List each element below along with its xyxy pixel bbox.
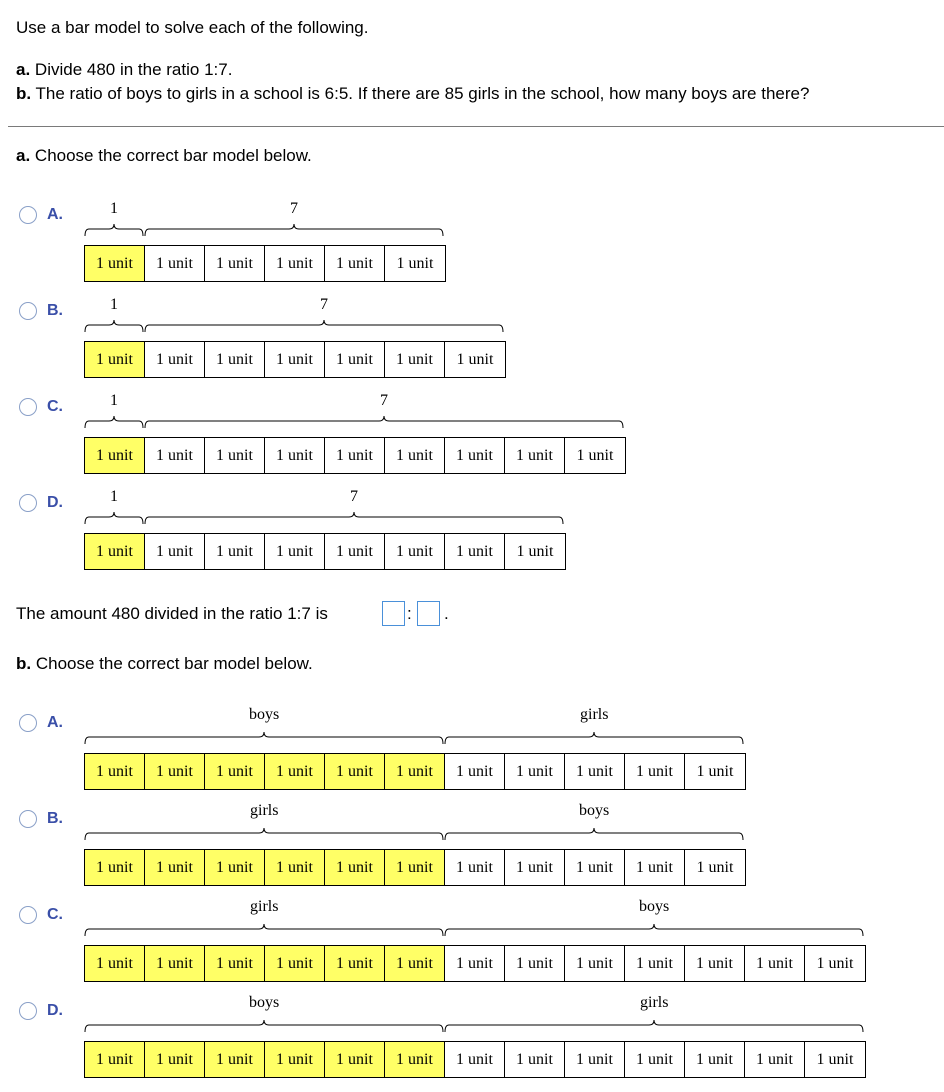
unit-cell: 1 unit [145, 342, 205, 377]
unit-cell: 1 unit [85, 1042, 145, 1077]
unit-cell: 1 unit [565, 754, 625, 789]
unit-cell: 1 unit [325, 438, 385, 473]
brace-group [0, 727, 944, 757]
left-brace-label: 1 [110, 488, 118, 505]
right-brace [445, 732, 743, 744]
instruction-text: Use a bar model to solve each of the following. [16, 18, 369, 37]
unit-cell: 1 unit [445, 850, 505, 885]
unit-cell: 1 unit [325, 850, 385, 885]
unit-cell: 1 unit [445, 342, 505, 377]
option-letter[interactable]: A. [47, 206, 63, 223]
bar-model [84, 1041, 866, 1078]
unit-cell: 1 unit [505, 946, 565, 981]
unit-cell: 1 unit [85, 754, 145, 789]
unit-cell: 1 unit [85, 342, 145, 377]
part-b-prompt-letter: b. [16, 654, 32, 673]
part-a-prompt [16, 146, 312, 166]
right-brace-label: 7 [320, 296, 328, 313]
right-brace-label: boys [579, 802, 610, 819]
bar-model [84, 245, 446, 282]
left-brace-label: 1 [110, 392, 118, 409]
part-b-prompt-text: Choose the correct bar model below. [31, 654, 313, 673]
brace-group [0, 507, 944, 537]
question-b-text: The ratio of boys to girls in a school is 6:5. If there are 85 girls in the school, how many boys are there? [31, 84, 810, 103]
unit-cell: 1 unit [265, 342, 325, 377]
left-brace-label: 1 [110, 200, 118, 217]
unit-cell: 1 unit [625, 850, 685, 885]
unit-cell: 1 unit [205, 342, 265, 377]
unit-cell: 1 unit [625, 946, 685, 981]
unit-cell: 1 unit [265, 246, 325, 281]
left-brace [85, 924, 443, 936]
question-a [16, 60, 232, 80]
brace-group [0, 919, 944, 949]
left-brace-label: 1 [110, 296, 118, 313]
bar-model [84, 437, 626, 474]
part-a-prompt-letter: a. [16, 146, 31, 165]
unit-cell: 1 unit [385, 246, 445, 281]
brace-group [0, 823, 944, 853]
unit-cell: 1 unit [145, 1042, 205, 1077]
right-brace [445, 1020, 863, 1032]
unit-cell: 1 unit [265, 1042, 325, 1077]
option-letter[interactable]: C. [47, 906, 63, 923]
unit-cell: 1 unit [265, 438, 325, 473]
unit-cell: 1 unit [445, 534, 505, 569]
answer-sentence: The amount 480 divided in the ratio 1:7 is [16, 604, 328, 623]
unit-cell: 1 unit [385, 754, 445, 789]
unit-cell: 1 unit [745, 946, 805, 981]
unit-cell: 1 unit [505, 534, 565, 569]
option-letter[interactable]: D. [47, 1002, 63, 1019]
unit-cell: 1 unit [625, 1042, 685, 1077]
unit-cell: 1 unit [205, 438, 265, 473]
bar-model [84, 849, 746, 886]
unit-cell: 1 unit [385, 342, 445, 377]
unit-cell: 1 unit [505, 850, 565, 885]
left-brace [85, 1020, 443, 1032]
option-letter[interactable]: B. [47, 810, 63, 827]
unit-cell: 1 unit [85, 246, 145, 281]
unit-cell: 1 unit [205, 754, 265, 789]
unit-cell: 1 unit [685, 946, 745, 981]
unit-cell: 1 unit [745, 1042, 805, 1077]
unit-cell: 1 unit [385, 946, 445, 981]
unit-cell: 1 unit [445, 754, 505, 789]
unit-cell: 1 unit [145, 754, 205, 789]
divider [8, 126, 944, 127]
unit-cell: 1 unit [205, 850, 265, 885]
left-brace [85, 732, 443, 744]
option-letter[interactable]: D. [47, 494, 63, 511]
right-brace-label: 7 [380, 392, 388, 409]
left-brace [85, 224, 143, 236]
unit-cell: 1 unit [385, 1042, 445, 1077]
left-brace [85, 320, 143, 332]
bar-model [84, 341, 506, 378]
left-brace-label: girls [250, 898, 279, 915]
unit-cell: 1 unit [325, 246, 385, 281]
left-brace-label: boys [249, 706, 280, 723]
unit-cell: 1 unit [505, 1042, 565, 1077]
right-brace [145, 224, 443, 236]
unit-cell: 1 unit [205, 946, 265, 981]
right-brace [445, 828, 743, 840]
left-brace-label: girls [250, 802, 279, 819]
bar-model [84, 533, 566, 570]
right-brace-label: 7 [290, 200, 298, 217]
unit-cell: 1 unit [265, 850, 325, 885]
option-letter[interactable]: B. [47, 302, 63, 319]
unit-cell: 1 unit [385, 534, 445, 569]
unit-cell: 1 unit [325, 534, 385, 569]
answer-input-second[interactable] [417, 601, 440, 626]
right-brace [145, 320, 503, 332]
unit-cell: 1 unit [205, 246, 265, 281]
unit-cell: 1 unit [445, 438, 505, 473]
right-brace-label: girls [640, 994, 669, 1011]
brace-group [0, 1015, 944, 1045]
left-brace [85, 828, 443, 840]
unit-cell: 1 unit [325, 1042, 385, 1077]
unit-cell: 1 unit [85, 534, 145, 569]
unit-cell: 1 unit [565, 1042, 625, 1077]
unit-cell: 1 unit [145, 534, 205, 569]
question-a-letter: a. [16, 60, 31, 79]
unit-cell: 1 unit [625, 754, 685, 789]
unit-cell: 1 unit [265, 754, 325, 789]
left-brace-label: boys [249, 994, 280, 1011]
right-brace [145, 416, 623, 428]
unit-cell: 1 unit [385, 438, 445, 473]
unit-cell: 1 unit [505, 754, 565, 789]
answer-end: . [444, 604, 449, 623]
option-letter[interactable]: C. [47, 398, 63, 415]
unit-cell: 1 unit [565, 946, 625, 981]
unit-cell: 1 unit [145, 438, 205, 473]
unit-cell: 1 unit [205, 1042, 265, 1077]
question-b-letter: b. [16, 84, 32, 103]
unit-cell: 1 unit [265, 946, 325, 981]
part-a-prompt-text: Choose the correct bar model below. [30, 146, 312, 165]
right-brace-label: boys [639, 898, 670, 915]
unit-cell: 1 unit [325, 342, 385, 377]
brace-group [0, 219, 944, 249]
brace-group [0, 315, 944, 345]
unit-cell: 1 unit [265, 534, 325, 569]
unit-cell: 1 unit [565, 438, 625, 473]
unit-cell: 1 unit [325, 754, 385, 789]
unit-cell: 1 unit [685, 850, 745, 885]
unit-cell: 1 unit [445, 946, 505, 981]
unit-cell: 1 unit [685, 1042, 745, 1077]
unit-cell: 1 unit [205, 534, 265, 569]
unit-cell: 1 unit [85, 946, 145, 981]
right-brace [145, 512, 563, 524]
right-brace-label: 7 [350, 488, 358, 505]
right-brace [445, 924, 863, 936]
unit-cell: 1 unit [145, 946, 205, 981]
answer-separator: : [407, 604, 412, 623]
unit-cell: 1 unit [565, 850, 625, 885]
unit-cell: 1 unit [85, 850, 145, 885]
unit-cell: 1 unit [445, 1042, 505, 1077]
question-b [16, 84, 809, 104]
unit-cell: 1 unit [145, 850, 205, 885]
unit-cell: 1 unit [685, 754, 745, 789]
unit-cell: 1 unit [145, 246, 205, 281]
unit-cell: 1 unit [385, 850, 445, 885]
left-brace [85, 512, 143, 524]
brace-group [0, 411, 944, 441]
answer-input-first[interactable] [382, 601, 405, 626]
unit-cell: 1 unit [85, 438, 145, 473]
bar-model [84, 753, 746, 790]
unit-cell: 1 unit [805, 1042, 865, 1077]
question-a-text: Divide 480 in the ratio 1:7. [30, 60, 233, 79]
unit-cell: 1 unit [805, 946, 865, 981]
bar-model [84, 945, 866, 982]
right-brace-label: girls [580, 706, 609, 723]
unit-cell: 1 unit [325, 946, 385, 981]
left-brace [85, 416, 143, 428]
part-b-prompt [16, 654, 313, 674]
unit-cell: 1 unit [505, 438, 565, 473]
option-letter[interactable]: A. [47, 714, 63, 731]
